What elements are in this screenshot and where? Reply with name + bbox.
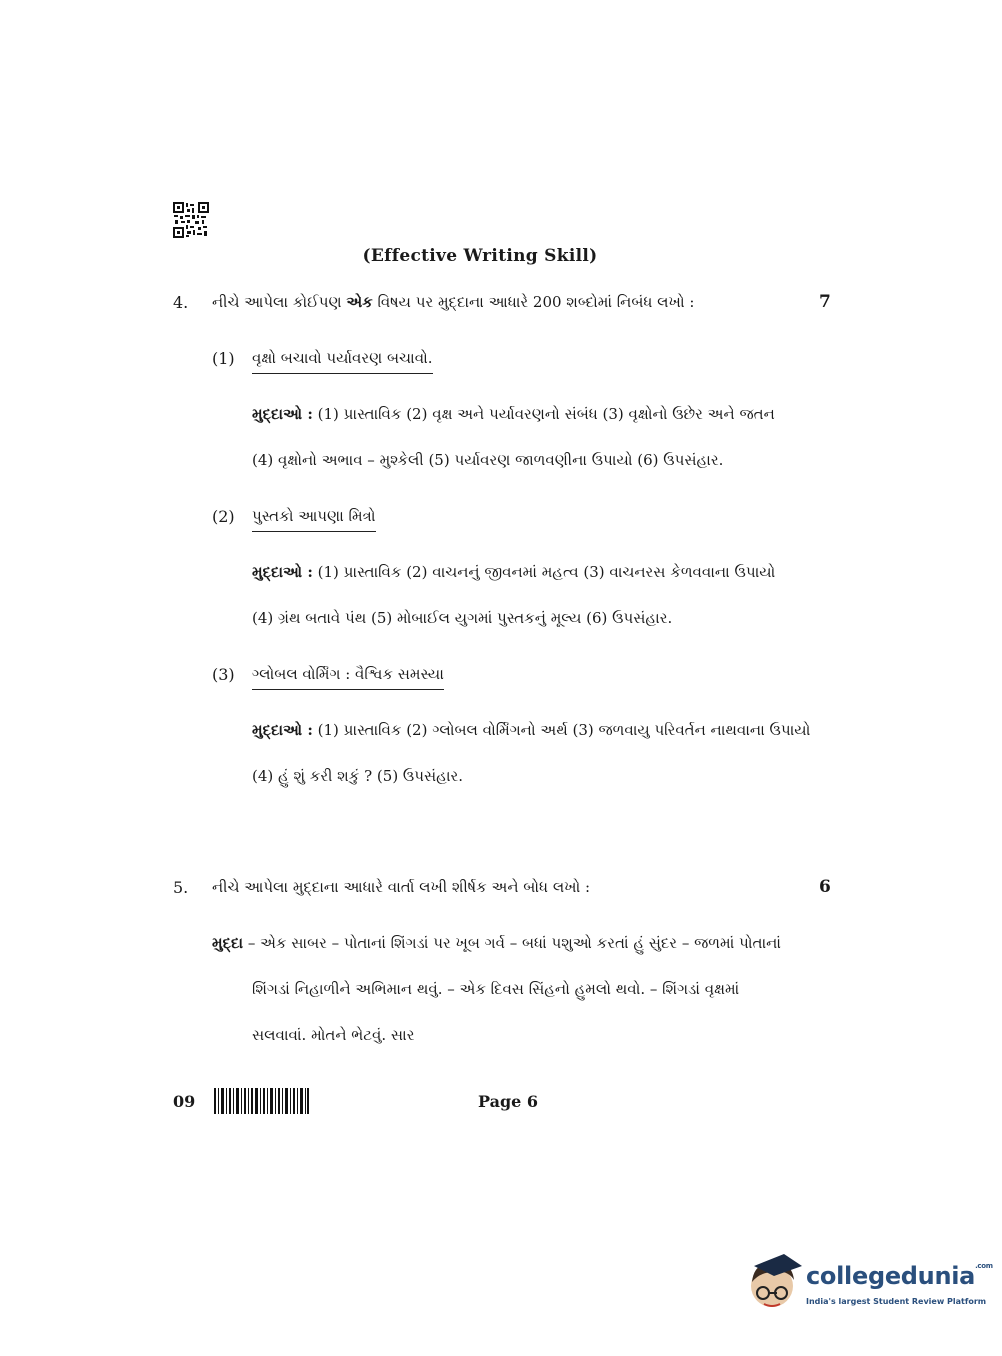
option-number: (2) <box>212 507 235 526</box>
logo-suffix: .com <box>975 1262 993 1270</box>
points-line: (4) હું શું કરી શકું ? (5) ઉપસંહાર. <box>252 767 464 785</box>
points-line: શિંગડાં નિહાળીને અભિમાન થવું. – એક દિવસ સિંહનો હુમલો થવો. – શિંગડાં વૃક્ષમાં <box>252 980 740 998</box>
points-line <box>212 934 781 952</box>
points-text: (1) પ્રાસ્તાવિક (2) ગ્લોબલ વોર્મિંગનો અર્થ (3) જળવાયુ પરિવર્તન નાથવાના ઉપાયો <box>312 721 811 739</box>
logo-name <box>806 1262 993 1290</box>
question-text-part: વિષય પર મુદ્દાના આધારે 200 શબ્દોમાં નિબંધ લખો : <box>372 293 695 311</box>
points-label: મુદ્દાઓ : <box>252 405 313 423</box>
points-text: (1) પ્રાસ્તાવિક (2) વૃક્ષ અને પર્યાવરણનો સંબંધ (3) વૃક્ષોનો ઉછેર અને જતન <box>312 405 775 423</box>
page-number: Page 6 <box>478 1092 539 1111</box>
question-marks: 6 <box>819 877 831 897</box>
section-title: (Effective Writing Skill) <box>362 246 598 266</box>
question-text <box>212 293 694 311</box>
qr-code <box>173 202 209 238</box>
question-number: 5. <box>173 878 189 897</box>
option-title: ગ્લોબલ વોર્મિંગ : વૈશ્વિક સમસ્યા <box>252 665 444 690</box>
logo-tagline: India's largest Student Review Platform <box>806 1297 987 1306</box>
barcode <box>214 1088 309 1114</box>
question-text-bold: એક <box>346 293 373 311</box>
points-label: મુદ્દા <box>212 934 244 952</box>
points-text: – એક સાબર – પોતાનાં શિંગડાં પર ખૂબ ગર્વ – બધાં પશુઓ કરતાં હું સુંદર – જળમાં પોતાનાં <box>243 934 781 952</box>
question-marks: 7 <box>819 292 831 312</box>
question-text-part: નીચે આપેલા કોઈપણ <box>212 293 347 311</box>
points-label: મુદ્દાઓ : <box>252 721 313 739</box>
points-line: (4) ગ્રંથ બતાવે પંથ (5) મોબાઈલ યુગમાં પુસ્તકનું મૂલ્ય (6) ઉપસંહાર. <box>252 609 673 627</box>
question-number: 4. <box>173 293 189 312</box>
points-line: (4) વૃક્ષોનો અભાવ – મુશ્કેલી (5) પર્યાવરણ જાળવણીના ઉપાયો (6) ઉપસંહાર. <box>252 451 724 469</box>
option-number: (3) <box>212 665 235 684</box>
option-title: પુસ્તકો આપણા મિત્રો <box>252 507 376 532</box>
mascot-icon <box>751 1254 802 1307</box>
paper-code: 09 <box>173 1092 196 1111</box>
option-title: વૃક્ષો બચાવો પર્યાવરણ બચાવો. <box>252 349 433 374</box>
question-text: નીચે આપેલા મુદ્દાના આધારે વાર્તા લખી શીર્ષક અને બોધ લખો : <box>212 878 591 896</box>
logo-name-text: collegedunia <box>806 1262 976 1290</box>
points-line <box>252 721 810 739</box>
points-label: મુદ્દાઓ : <box>252 563 313 581</box>
option-number: (1) <box>212 349 235 368</box>
points-line: સલવાવાં. મોતને ભેટવું. સાર <box>252 1026 415 1044</box>
points-line <box>252 405 775 423</box>
points-text: (1) પ્રાસ્તાવિક (2) વાચનનું જીવનમાં મહત્વ (3) વાચનરસ કેળવવાના ઉપાયો <box>312 563 776 581</box>
points-line <box>252 563 775 581</box>
